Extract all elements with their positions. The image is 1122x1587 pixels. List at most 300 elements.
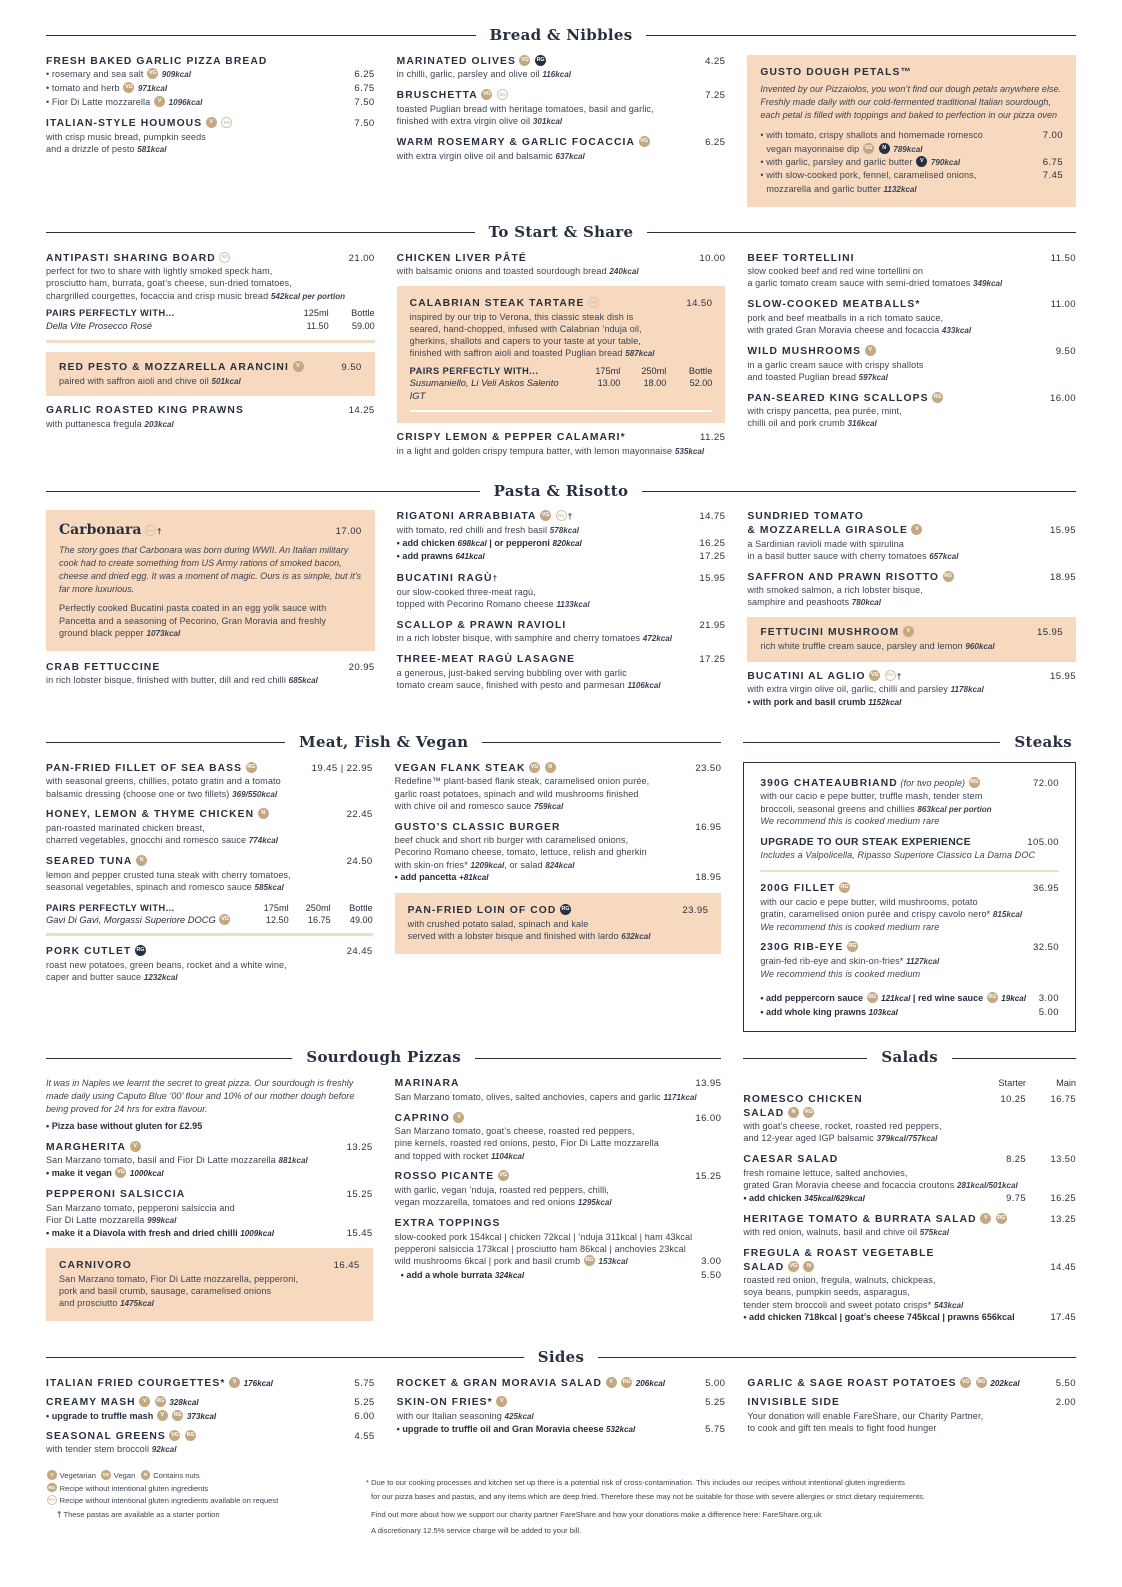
promo-title: GUSTO DOUGH PETALS™ bbox=[760, 66, 912, 78]
item-vegan-flank-steak[interactable] bbox=[395, 762, 722, 813]
item-price: 21.95 bbox=[699, 619, 726, 631]
item-desc: beef chuck and short rib burger with caramelised onions, bbox=[394, 835, 629, 846]
kcal-value: 203kcal bbox=[144, 420, 174, 430]
item-bucatini-al-aglio[interactable] bbox=[747, 670, 1076, 709]
item-fregula-salad[interactable] bbox=[743, 1247, 1076, 1324]
vegan-icon: VG bbox=[123, 82, 134, 93]
option-label: • Fior Di Latte mozzarella bbox=[46, 96, 151, 107]
item-scallop-prawn-ravioli[interactable] bbox=[397, 619, 726, 646]
item-seared-tuna[interactable] bbox=[46, 855, 373, 894]
legend-vegetarian: Vegetarian bbox=[59, 1471, 96, 1481]
item-desc: with extra virgin olive oil, garlic, chilli and parsley bbox=[747, 684, 948, 695]
section-title: Sides bbox=[537, 1347, 585, 1366]
topping-line-2: pepperoni salsiccia 173kcal | prosciutto ham 86kcal | anchovies 23kcal bbox=[394, 1243, 686, 1254]
cooking-recommendation: We recommend this is cooked medium rare bbox=[760, 922, 940, 933]
cooking-recommendation: We recommend this is cooked medium rare bbox=[760, 816, 940, 827]
item-chicken-liver-pate[interactable] bbox=[397, 252, 726, 279]
item-name: GARLIC ROASTED KING PRAWNS bbox=[46, 405, 244, 417]
item-desc: with goat’s cheese, rocket, roasted red peppers, bbox=[743, 1121, 942, 1132]
kcal-value: 1178kcal bbox=[950, 685, 984, 695]
item-steak-experience-upgrade[interactable] bbox=[760, 836, 1059, 862]
pairing-label: PAIRS PERFECTLY WITH... bbox=[409, 366, 539, 377]
section-title: Bread & Nibbles bbox=[489, 26, 633, 44]
option-label: • with garlic, parsley and garlic butter bbox=[760, 156, 913, 167]
vegan-icon: VG bbox=[540, 510, 551, 521]
item-name: CALABRIAN STEAK TARTARE bbox=[409, 298, 585, 310]
item-name: UPGRADE TO OUR STEAK EXPERIENCE bbox=[760, 836, 971, 848]
steaks-block bbox=[743, 733, 1076, 1032]
legend-nuts: Contains nuts bbox=[153, 1471, 200, 1481]
rule-left bbox=[743, 1058, 867, 1059]
vegan-icon: VG bbox=[639, 136, 650, 147]
item-price: 3.00 bbox=[1038, 992, 1059, 1004]
item-desc: soya beans, pumpkin seeds, asparagus, bbox=[743, 1287, 910, 1298]
item-price: 7.50 bbox=[354, 118, 375, 130]
item-name: ROSSO PICANTE bbox=[394, 1171, 495, 1183]
kcal-value: 597kcal bbox=[858, 372, 888, 382]
item-desc: rich white truffle cream sauce, parsley and lemon bbox=[760, 640, 963, 651]
item-price: 2.00 bbox=[1055, 1397, 1077, 1409]
kcal-value: 373kcal bbox=[186, 1411, 217, 1421]
footer-notes bbox=[366, 1470, 1076, 1538]
vegetarian-icon: V bbox=[980, 1213, 991, 1224]
legend-gluten-on-request: Recipe without intentional gluten ingredients available on request bbox=[59, 1496, 279, 1506]
vegetarian-icon: V bbox=[903, 626, 914, 637]
promo-dough-petals[interactable] bbox=[747, 55, 1076, 207]
gluten-free-icon: RG bbox=[987, 992, 998, 1003]
item-arancini[interactable] bbox=[46, 352, 375, 397]
item-price: 11.25 bbox=[700, 432, 726, 444]
pairing-col-2: Bottle bbox=[351, 308, 375, 319]
item-bucatini-ragu[interactable] bbox=[397, 572, 726, 611]
option-label-2: red wine sauce bbox=[918, 992, 984, 1003]
item-name: BUCATINI RAGÙ bbox=[396, 573, 493, 585]
item-desc: San Marzano tomato, goat’s cheese, roasted red peppers, bbox=[394, 1126, 635, 1137]
item-desc: Includes a Valpolicella, Ripasso Superiore Classico La Dama DOC bbox=[760, 850, 1036, 861]
wine-pairing bbox=[410, 365, 713, 402]
gluten-on-request-icon: RG bbox=[588, 297, 599, 308]
kcal-value: 281kcal/501kcal bbox=[957, 1181, 1018, 1191]
wine-price-2: 59.00 bbox=[351, 320, 375, 331]
gluten-free-icon: RG bbox=[976, 1377, 987, 1388]
kcal-value: 1295kcal bbox=[577, 1198, 612, 1208]
rule-right bbox=[482, 742, 721, 743]
gluten-on-request-icon: RG bbox=[497, 89, 508, 100]
section-title: To Start & Share bbox=[488, 222, 634, 241]
vegan-icon: VG bbox=[863, 143, 874, 154]
item-desc: balsamic dressing (choose one or two fillets) bbox=[46, 788, 230, 799]
item-desc: in a basil butter sauce with cherry tomatoes bbox=[747, 550, 927, 561]
gluten-free-icon: RG bbox=[47, 1483, 57, 1493]
kcal-value: 1127kcal bbox=[906, 956, 940, 966]
vegetarian-icon: V bbox=[606, 1377, 617, 1388]
kcal-value: 433kcal bbox=[941, 326, 972, 336]
item-price: 15.25 bbox=[346, 1188, 373, 1200]
item-bruschetta[interactable] bbox=[397, 89, 726, 128]
item-desc: pine kernels, roasted red onions, pesto, Fior Di Latte mozzarella bbox=[394, 1138, 659, 1149]
item-name: INVISIBLE SIDE bbox=[747, 1397, 840, 1409]
option-label: • tomato and herb bbox=[46, 83, 120, 94]
item-price: 15.95 bbox=[1050, 670, 1077, 682]
note-allergen-2: for our pizza bases and pastas, and any items which are deep fried. Therefore these may not be suitable for those with severe allergies or strict dietary requirements. bbox=[371, 1492, 926, 1502]
item-pepperoni-salsiccia[interactable] bbox=[46, 1188, 373, 1240]
nuts-icon: N bbox=[258, 808, 269, 819]
pasta-col-3 bbox=[747, 510, 1076, 717]
item-chateaubriand[interactable] bbox=[760, 777, 1059, 828]
item-price: 7.45 bbox=[1042, 170, 1064, 182]
item-garlic-pizza-bread[interactable] bbox=[46, 55, 375, 110]
item-desc: topped with Pecorino Romano cheese bbox=[396, 598, 554, 609]
steak-addon-sauces[interactable]: • add peppercorn sauce RG 121kcal | red wine sauce RG 19kcal 3.00 bbox=[760, 992, 1059, 1004]
pairing-col-1: 175ml bbox=[263, 902, 289, 913]
item-italian-houmous[interactable] bbox=[46, 117, 375, 156]
item-desc: a Sardinian ravioli made with spirulina bbox=[747, 538, 904, 549]
kcal-value: 369/550kcal bbox=[232, 789, 278, 799]
item-name-2: SALAD bbox=[743, 1261, 785, 1273]
gluten-on-request-icon: RG bbox=[556, 510, 567, 521]
item-sea-bass[interactable] bbox=[46, 762, 373, 801]
item-desc: and 12-year aged IGP balsamic bbox=[743, 1133, 874, 1144]
section-header-pasta bbox=[46, 482, 1076, 502]
vegan-icon: VG bbox=[960, 1377, 971, 1388]
steak-addon-prawns[interactable] bbox=[760, 1006, 1059, 1020]
item-antipasti-board[interactable] bbox=[46, 252, 375, 332]
item-desc: chilli oil and pork crumb bbox=[747, 418, 845, 429]
wine-name: Gavi Di Gavi, Morgassi Superiore DOCG bbox=[46, 913, 216, 925]
item-price: 7.00 bbox=[1042, 130, 1064, 142]
pasta-col-1 bbox=[46, 510, 375, 717]
divider bbox=[760, 870, 1059, 872]
item-desc: chargrilled courgettes, focaccia and crisp music bread bbox=[46, 290, 269, 301]
item-230g-ribeye[interactable] bbox=[760, 941, 1059, 980]
item-price: 5.25 bbox=[705, 1397, 726, 1409]
gluten-on-request-icon: RG bbox=[221, 117, 232, 128]
item-name: FRESH BAKED GARLIC PIZZA BREAD bbox=[46, 55, 268, 67]
item-rocket-salad[interactable] bbox=[397, 1377, 726, 1391]
vegetarian-icon: V bbox=[154, 96, 165, 107]
start-col-1 bbox=[46, 252, 375, 466]
item-three-meat-lasagne[interactable] bbox=[397, 653, 726, 692]
kcal-value: 349kcal bbox=[973, 279, 1003, 289]
item-carbonara[interactable] bbox=[46, 510, 375, 650]
item-200g-fillet[interactable] bbox=[760, 882, 1059, 933]
item-name: GARLIC & SAGE ROAST POTATOES bbox=[747, 1377, 957, 1389]
kcal-value: 1475kcal bbox=[120, 1299, 154, 1309]
item-fettucini-mushroom[interactable] bbox=[747, 617, 1076, 662]
kcal-value: 206kcal bbox=[635, 1378, 665, 1388]
item-calamari[interactable] bbox=[397, 431, 726, 458]
kcal-value: 881kcal bbox=[278, 1156, 308, 1166]
item-loin-of-cod[interactable] bbox=[395, 893, 722, 954]
pizzas-block bbox=[46, 1048, 721, 1332]
item-desc: San Marzano tomato, Fior Di Latte mozzarella, pepperoni, bbox=[59, 1273, 299, 1284]
item-romesco-chicken-salad[interactable] bbox=[743, 1093, 1076, 1145]
item-steak-tartare[interactable] bbox=[397, 286, 726, 423]
item-caesar-salad[interactable] bbox=[743, 1153, 1076, 1204]
nuts-icon: N bbox=[879, 143, 890, 154]
item-price: 11.50 bbox=[1050, 252, 1077, 264]
divider bbox=[410, 410, 713, 412]
extra-toppings[interactable] bbox=[395, 1217, 722, 1282]
pairing-label: PAIRS PERFECTLY WITH... bbox=[46, 902, 175, 913]
wine-name: Della Vite Prosecco Rosé bbox=[46, 319, 153, 331]
item-name: PAN-FRIED LOIN OF COD bbox=[407, 905, 557, 917]
option-truffle-mash[interactable] bbox=[46, 1410, 375, 1424]
section-title: Pasta & Risotto bbox=[493, 481, 629, 500]
item-name: FREGULA & ROAST VEGETABLE bbox=[743, 1248, 935, 1259]
kcal-value: 92kcal bbox=[151, 1445, 177, 1455]
gluten-on-request-icon: RG bbox=[47, 1495, 57, 1505]
item-desc: toasted Puglian bread with heritage tomatoes, basil and garlic, bbox=[396, 103, 654, 114]
item-name: SEASONAL GREENS bbox=[46, 1430, 166, 1442]
item-skin-on-fries[interactable] bbox=[397, 1396, 726, 1410]
sides-col-3 bbox=[747, 1377, 1076, 1456]
kcal-value: 501kcal bbox=[211, 376, 241, 386]
vegetarian-icon: V bbox=[865, 345, 876, 356]
item-desc: with our cacio e pepe butter, wild mushrooms, potato bbox=[760, 897, 978, 908]
wine-price-2: 18.00 bbox=[643, 378, 667, 389]
wine-price-1: 13.00 bbox=[597, 378, 621, 389]
pairing-label: PAIRS PERFECTLY WITH... bbox=[46, 308, 175, 319]
option-label: • add peppercorn sauce bbox=[760, 992, 864, 1003]
kcal-value: 328kcal bbox=[169, 1398, 199, 1408]
item-desc: pan-roasted marinated chicken breast, bbox=[46, 823, 205, 834]
section-header-meat bbox=[46, 733, 721, 753]
kcal-value: 820kcal bbox=[552, 538, 582, 548]
item-desc: paired with saffron aioli and chive oil bbox=[59, 375, 209, 386]
item-desc: prosciutto ham, burrata, goat’s cheese, sun-dried tomatoes, bbox=[46, 278, 292, 289]
legend-starter-portion: These pastas are available as a starter portion bbox=[63, 1509, 220, 1519]
price-main: 14.45 bbox=[1050, 1260, 1076, 1272]
nuts-icon: N bbox=[545, 762, 556, 773]
item-name: Carbonara bbox=[59, 522, 142, 539]
item-carnivoro[interactable] bbox=[46, 1248, 373, 1321]
item-desc: grain-fed rib-eye and skin-on-fries* bbox=[760, 955, 904, 966]
item-margherita[interactable] bbox=[46, 1141, 373, 1180]
price-main: 16.75 bbox=[1050, 1093, 1076, 1105]
steaks-panel bbox=[743, 762, 1076, 1033]
item-name: ROCKET & GRAN MORAVIA SALAD bbox=[396, 1377, 602, 1389]
option-label: • add prawns bbox=[396, 551, 453, 562]
rule-left bbox=[46, 742, 285, 743]
item-creamy-mash[interactable] bbox=[46, 1396, 375, 1410]
wine-name: Susumaniello, Li Veli Askos Salento IGT bbox=[409, 377, 559, 401]
divider bbox=[46, 933, 373, 936]
option-label: • with slow-cooked pork, fennel, caramelised onions, bbox=[760, 170, 977, 181]
item-price: 16.45 bbox=[333, 1260, 360, 1272]
item-desc: Pancetta and a seasoning of Pecorino, Gran Moravia and freshly bbox=[59, 615, 327, 626]
item-desc: grated Gran Moravia cheese and focaccia croutons bbox=[743, 1180, 955, 1191]
item-name: VEGAN FLANK STEAK bbox=[394, 762, 526, 774]
item-price: 14.50 bbox=[686, 298, 713, 310]
item-meatballs[interactable] bbox=[747, 298, 1076, 337]
pasta-col-2 bbox=[397, 510, 726, 717]
item-price: 13.95 bbox=[695, 1078, 722, 1089]
item-pork-cutlet[interactable] bbox=[46, 945, 373, 984]
kcal-value: 641kcal bbox=[455, 552, 485, 562]
legend-vegan: Vegan bbox=[113, 1471, 136, 1481]
item-price: 17.25 bbox=[699, 551, 726, 563]
item-rigatoni-arrabbiata[interactable]: RIGATONI ARRABBIATA VG RG † 14.75 with tomato, red chilli and fresh basil 578kcal • add chicken 698kcal | or pepperoni 820kcal 16.25 • add prawns 641kcal 17.25 bbox=[396, 511, 726, 563]
wine-pairing bbox=[46, 307, 375, 332]
option-label: • with tomato, crispy shallots and homemade romesco bbox=[760, 130, 983, 141]
rule-right bbox=[475, 1058, 721, 1059]
note-service-charge: A discretionary 12.5% service charge will be added to your bill. bbox=[371, 1525, 582, 1535]
item-desc: with red onion, walnuts, basil and chive oil bbox=[743, 1227, 918, 1238]
option-label: • add whole king prawns bbox=[760, 1006, 867, 1017]
price-starter: 8.25 bbox=[1006, 1153, 1026, 1165]
item-desc: and prosciutto bbox=[59, 1298, 118, 1309]
vegan-icon: VG bbox=[788, 1261, 799, 1272]
item-name: MARGHERITA bbox=[46, 1141, 127, 1153]
item-burrata-salad[interactable] bbox=[743, 1213, 1076, 1239]
item-name: SKIN-ON FRIES* bbox=[396, 1397, 493, 1409]
kcal-value: 153kcal bbox=[598, 1256, 628, 1266]
gluten-free-icon: RG bbox=[535, 55, 546, 66]
item-desc: with chive oil and romesco sauce bbox=[394, 800, 532, 811]
item-name: RED PESTO & MOZZARELLA ARANCINI bbox=[59, 361, 289, 373]
kcal-value: 637kcal bbox=[555, 151, 585, 161]
item-name: SUNDRIED TOMATO bbox=[747, 511, 864, 523]
item-price: 4.55 bbox=[354, 1430, 375, 1442]
kcal-value: 863kcal per portion bbox=[917, 804, 992, 814]
kcal-value: 657kcal bbox=[929, 551, 959, 561]
item-desc: inspired by our trip to Verona, this classic steak dish is bbox=[409, 311, 634, 322]
item-price: 15.25 bbox=[695, 1171, 722, 1183]
gluten-free-icon: RG bbox=[943, 571, 954, 582]
item-price: 24.45 bbox=[346, 946, 373, 958]
item-price: 5.75 bbox=[354, 1377, 375, 1389]
item-name: SAFFRON AND PRAWN RISOTTO bbox=[747, 571, 940, 583]
kcal-value: 1104kcal bbox=[491, 1151, 525, 1161]
item-wild-mushrooms[interactable] bbox=[747, 345, 1076, 384]
item-desc: gratin, caramelised onion purée and crispy cavolo nero* bbox=[760, 909, 991, 920]
kcal-value: 116kcal bbox=[542, 70, 571, 80]
pizza-col-2 bbox=[395, 1077, 722, 1321]
item-crab-fettuccine[interactable] bbox=[46, 661, 375, 688]
item-invisible-side[interactable] bbox=[747, 1396, 1076, 1410]
item-beef-tortellini[interactable] bbox=[747, 252, 1076, 291]
item-thyme-chicken[interactable] bbox=[46, 808, 373, 847]
item-name: SCALLOP & PRAWN RAVIOLI bbox=[396, 619, 567, 631]
item-price: 15.95 bbox=[1037, 627, 1064, 639]
item-name: MARINARA bbox=[394, 1078, 460, 1089]
option-label: • add pancetta bbox=[394, 872, 457, 883]
item-price: 18.95 bbox=[1050, 571, 1077, 583]
item-price: 4.25 bbox=[705, 55, 726, 67]
gluten-free-base-option[interactable]: • Pizza base without gluten for £2.95 bbox=[46, 1120, 203, 1131]
kcal-value: 543kcal bbox=[933, 1300, 964, 1310]
section-title: Sourdough Pizzas bbox=[306, 1048, 461, 1067]
item-desc: with crushed potato salad, spinach and kale bbox=[407, 918, 589, 929]
kcal-value: 1152kcal bbox=[868, 698, 902, 708]
item-name: SEARED TUNA bbox=[46, 856, 133, 868]
item-price: 13.25 bbox=[346, 1141, 373, 1153]
item-fried-courgettes[interactable] bbox=[46, 1377, 375, 1391]
item-name: WILD MUSHROOMS bbox=[747, 345, 862, 357]
rule-left bbox=[46, 232, 475, 233]
item-roast-potatoes[interactable] bbox=[747, 1377, 1076, 1391]
item-name: FETTUCINI MUSHROOM bbox=[760, 627, 900, 639]
item-name: CAPRINO bbox=[394, 1112, 450, 1124]
item-girasole[interactable] bbox=[747, 510, 1076, 562]
item-name: SLOW-COOKED MEATBALLS* bbox=[747, 299, 921, 311]
item-price: 23.50 bbox=[695, 762, 722, 774]
item-name: PAN-FRIED FILLET OF SEA BASS bbox=[46, 762, 243, 774]
option-truffle-fries[interactable] bbox=[397, 1423, 726, 1437]
option-label: • rosemary and sea salt bbox=[46, 69, 144, 80]
item-marinated-olives[interactable] bbox=[397, 55, 726, 82]
option-label: • upgrade to truffle oil and Gran Moravia cheese bbox=[396, 1423, 604, 1434]
nuts-icon: N bbox=[136, 855, 147, 866]
item-desc: with tender stem broccoli bbox=[46, 1444, 150, 1455]
item-desc: with tomato, red chilli and fresh basil bbox=[396, 524, 548, 535]
item-price: 15.95 bbox=[1050, 524, 1077, 536]
item-desc: in chilli, garlic, parsley and olive oil bbox=[396, 69, 540, 80]
kcal-value: 1133kcal bbox=[556, 599, 590, 609]
gluten-free-icon: RG bbox=[996, 1213, 1007, 1224]
section-title: Meat, Fish & Vegan bbox=[299, 732, 469, 751]
section-header-bread bbox=[46, 26, 1076, 46]
kcal-value: 999kcal bbox=[147, 1215, 177, 1225]
item-desc: San Marzano tomato, pepperoni salsiccia and bbox=[46, 1202, 235, 1213]
item-classic-burger[interactable] bbox=[395, 821, 722, 886]
pizza-intro: It was in Naples we learnt the secret to great pizza. Our sourdough is freshly made daily using Caputo Blue ‘00’ flour and 10% of our mother dough before being proved for 24 hrs for extra flavour. bbox=[46, 1078, 355, 1114]
dietary-legend bbox=[46, 1470, 366, 1538]
item-price: 6.75 bbox=[354, 83, 375, 95]
kcal-value: 202kcal bbox=[990, 1378, 1020, 1388]
item-saffron-prawn-risotto[interactable] bbox=[747, 571, 1076, 610]
item-king-prawns[interactable] bbox=[46, 404, 375, 431]
item-king-scallops[interactable] bbox=[747, 392, 1076, 431]
item-marinara[interactable] bbox=[395, 1077, 722, 1104]
gluten-free-icon: RG bbox=[584, 1255, 595, 1266]
item-price: 21.00 bbox=[348, 252, 375, 264]
item-price: 32.50 bbox=[1032, 942, 1059, 954]
item-name: MARINATED OLIVES bbox=[396, 55, 516, 67]
item-desc: vegan mozzarella, tomatoes and red onions bbox=[394, 1197, 576, 1208]
vegan-icon: VG bbox=[498, 1170, 509, 1181]
item-desc: seasonal vegetables, spinach and romesco sauce bbox=[46, 881, 252, 892]
item-price: 22.45 bbox=[346, 809, 373, 821]
item-caprino[interactable] bbox=[395, 1112, 722, 1163]
item-desc: Redefine™ plant-based flank steak, caramelised onion purée, bbox=[394, 776, 650, 787]
item-price: 10.00 bbox=[699, 252, 726, 264]
item-price: 9.50 bbox=[1055, 345, 1077, 357]
option-label: vegan mayonnaise dip bbox=[766, 143, 860, 154]
item-desc: broccoli, seasonal greens and chillies bbox=[760, 803, 915, 814]
item-desc: our slow-cooked three-meat ragù, bbox=[396, 586, 536, 597]
nuts-icon: N bbox=[803, 1261, 814, 1272]
rule-right bbox=[647, 232, 1076, 233]
pairing-col-1: 125ml bbox=[303, 308, 329, 319]
item-rosso-picante[interactable] bbox=[395, 1170, 722, 1209]
item-focaccia[interactable] bbox=[397, 136, 726, 163]
item-desc: garlic roast potatoes, spinach and wild mushrooms finished bbox=[394, 788, 639, 799]
gluten-free-icon: RG bbox=[621, 1377, 632, 1388]
pairing-col-2: 250ml bbox=[641, 366, 667, 377]
item-price: 36.95 bbox=[1032, 883, 1059, 895]
kcal-value: 532kcal bbox=[606, 1424, 636, 1434]
item-desc: and toasted Puglian bread bbox=[747, 371, 857, 382]
kcal-value: 909kcal bbox=[161, 70, 192, 80]
vegetarian-icon: V bbox=[911, 524, 922, 535]
item-name: PORK CUTLET bbox=[46, 946, 132, 958]
item-desc: with extra virgin olive oil and balsamic bbox=[396, 150, 553, 161]
item-seasonal-greens[interactable] bbox=[46, 1430, 375, 1444]
price-main: 13.25 bbox=[1050, 1212, 1076, 1224]
note-fareshare: Find out more about how we support our charity partner FareShare and how your donations make a difference here: FareShare.org.uk bbox=[371, 1509, 822, 1519]
